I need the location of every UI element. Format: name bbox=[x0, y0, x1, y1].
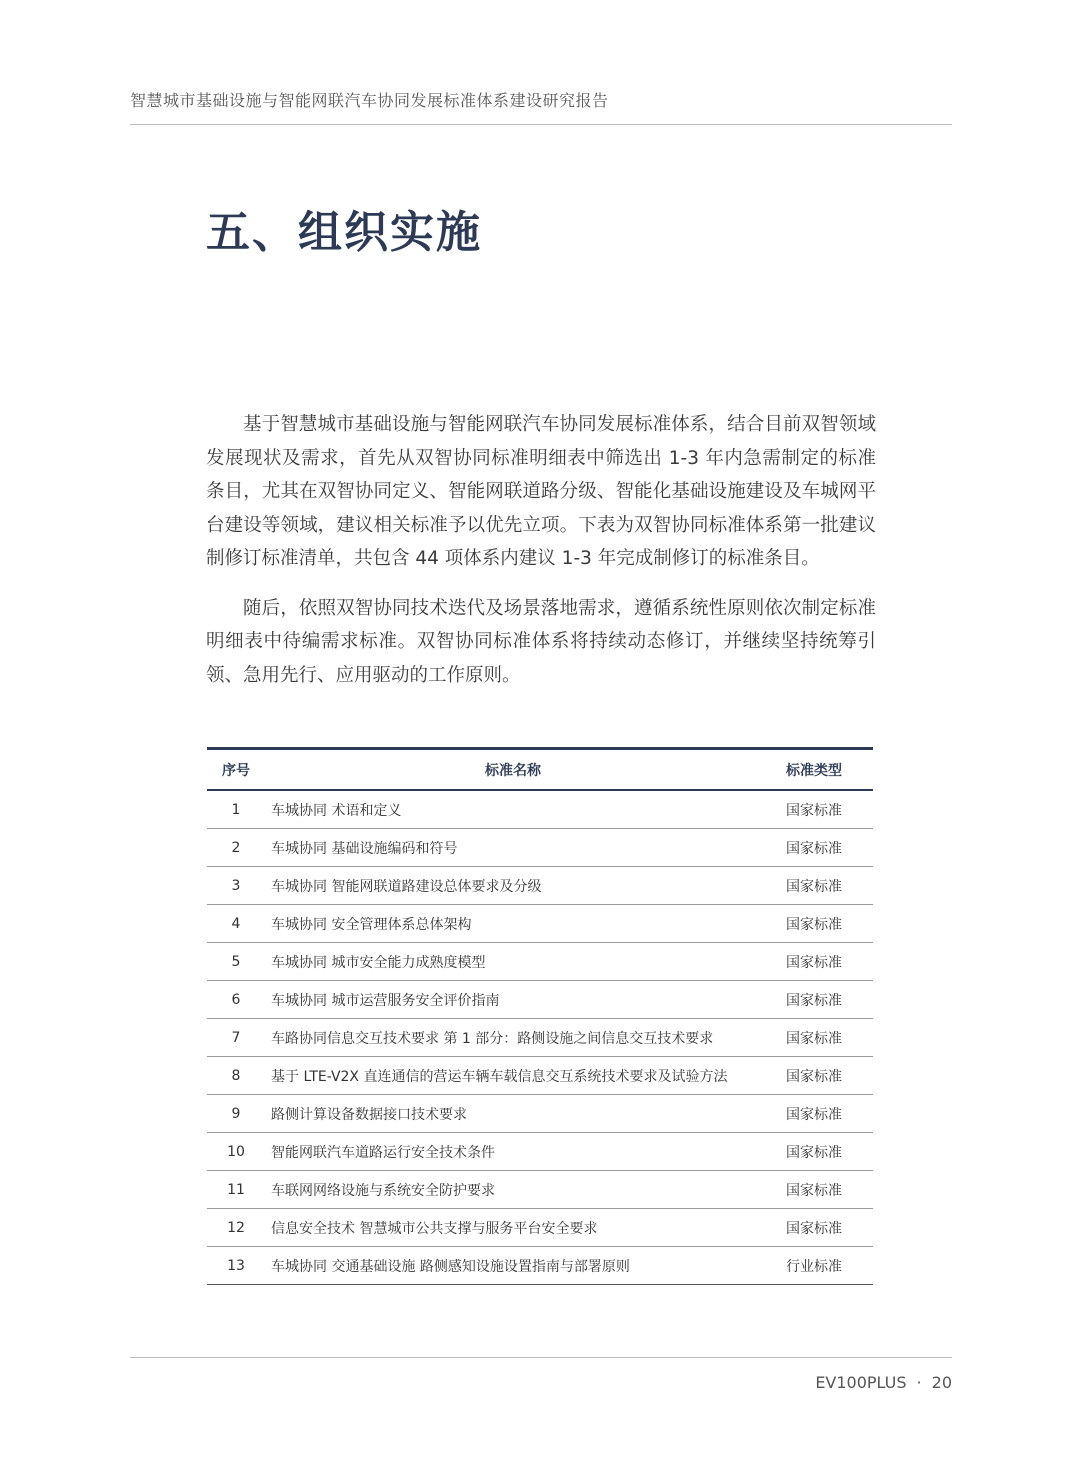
row-type: 国家标准 bbox=[755, 905, 873, 943]
footer-divider bbox=[130, 1357, 952, 1358]
header-name: 标准名称 bbox=[485, 762, 541, 779]
section-title: 五、组织实施 bbox=[206, 207, 482, 258]
row-no: 8 bbox=[207, 1057, 265, 1095]
row-no: 10 bbox=[207, 1133, 265, 1171]
row-no: 7 bbox=[207, 1019, 265, 1057]
header-type: 标准类型 bbox=[786, 762, 842, 779]
table-row bbox=[207, 790, 873, 829]
row-name: 车城协同 安全管理体系总体架构 bbox=[265, 905, 755, 943]
row-no: 11 bbox=[207, 1171, 265, 1209]
table-row bbox=[207, 1133, 873, 1171]
row-type: 国家标准 bbox=[755, 1171, 873, 1209]
table-row bbox=[207, 1095, 873, 1133]
header-divider bbox=[130, 124, 952, 125]
row-name: 车城协同 智能网联道路建设总体要求及分级 bbox=[265, 867, 755, 905]
standards-table bbox=[207, 747, 873, 1285]
row-name: 车城协同 交通基础设施 路侧感知设施设置指南与部署原则 bbox=[265, 1247, 755, 1285]
page-footer bbox=[815, 1373, 952, 1392]
header-no: 序号 bbox=[222, 762, 250, 779]
table-row bbox=[207, 1057, 873, 1095]
row-no: 9 bbox=[207, 1095, 265, 1133]
row-type: 国家标准 bbox=[755, 981, 873, 1019]
table-row bbox=[207, 905, 873, 943]
row-no: 4 bbox=[207, 905, 265, 943]
row-type: 国家标准 bbox=[755, 1057, 873, 1095]
row-type: 国家标准 bbox=[755, 829, 873, 867]
page-number: 20 bbox=[931, 1373, 952, 1392]
row-no: 5 bbox=[207, 943, 265, 981]
row-type: 国家标准 bbox=[755, 1095, 873, 1133]
table-row bbox=[207, 1171, 873, 1209]
footer-separator: · bbox=[916, 1373, 922, 1392]
row-name: 智能网联汽车道路运行安全技术条件 bbox=[265, 1133, 755, 1171]
row-no: 12 bbox=[207, 1209, 265, 1247]
row-type: 国家标准 bbox=[755, 943, 873, 981]
row-type: 国家标准 bbox=[755, 1019, 873, 1057]
paragraph: 基于智慧城市基础设施与智能网联汽车协同发展标准体系，结合目前双智领域发展现状及需求，首先从双智协同标准明细表中筛选出 1-3 年内急需制定的标准条目，尤其在双智协同定义、智能网联道路分级、智能化基础设施建设及车城网平台建设等领域，建议相关标准予以优先立项。下表为双智协同标准体系第一批建议制修订标准清单，共包含 44 项体系内建议 1-3 年完成制修订的标准条目。 bbox=[206, 414, 876, 569]
table-row bbox=[207, 1209, 873, 1247]
row-type: 行业标准 bbox=[755, 1247, 873, 1285]
table-row bbox=[207, 943, 873, 981]
row-name: 车路协同信息交互技术要求 第 1 部分：路侧设施之间信息交互技术要求 bbox=[265, 1019, 755, 1057]
table-row bbox=[207, 981, 873, 1019]
body-text bbox=[206, 408, 876, 708]
row-no: 1 bbox=[207, 790, 265, 829]
row-name: 车城协同 城市安全能力成熟度模型 bbox=[265, 943, 755, 981]
row-name: 车联网网络设施与系统安全防护要求 bbox=[265, 1171, 755, 1209]
row-type: 国家标准 bbox=[755, 867, 873, 905]
row-name: 信息安全技术 智慧城市公共支撑与服务平台安全要求 bbox=[265, 1209, 755, 1247]
row-name: 路侧计算设备数据接口技术要求 bbox=[265, 1095, 755, 1133]
table-row bbox=[207, 1019, 873, 1057]
row-no: 6 bbox=[207, 981, 265, 1019]
row-type: 国家标准 bbox=[755, 1133, 873, 1171]
table-row bbox=[207, 1247, 873, 1285]
row-name: 车城协同 城市运营服务安全评价指南 bbox=[265, 981, 755, 1019]
running-header: 智慧城市基础设施与智能网联汽车协同发展标准体系建设研究报告 bbox=[130, 91, 609, 110]
row-no: 13 bbox=[207, 1247, 265, 1285]
row-type: 国家标准 bbox=[755, 790, 873, 829]
footer-brand: EV100PLUS bbox=[815, 1373, 907, 1392]
row-name: 车城协同 术语和定义 bbox=[265, 790, 755, 829]
row-type: 国家标准 bbox=[755, 1209, 873, 1247]
row-no: 3 bbox=[207, 867, 265, 905]
paragraph: 随后，依照双智协同技术迭代及场景落地需求，遵循系统性原则依次制定标准明细表中待编需求标准。双智协同标准体系将持续动态修订，并继续坚持统筹引领、急用先行、应用驱动的工作原则。 bbox=[206, 597, 876, 686]
row-no: 2 bbox=[207, 829, 265, 867]
table-header-row bbox=[207, 749, 873, 791]
table-row bbox=[207, 867, 873, 905]
row-name: 基于 LTE-V2X 直连通信的营运车辆车载信息交互系统技术要求及试验方法 bbox=[265, 1057, 755, 1095]
table-row bbox=[207, 829, 873, 867]
row-name: 车城协同 基础设施编码和符号 bbox=[265, 829, 755, 867]
